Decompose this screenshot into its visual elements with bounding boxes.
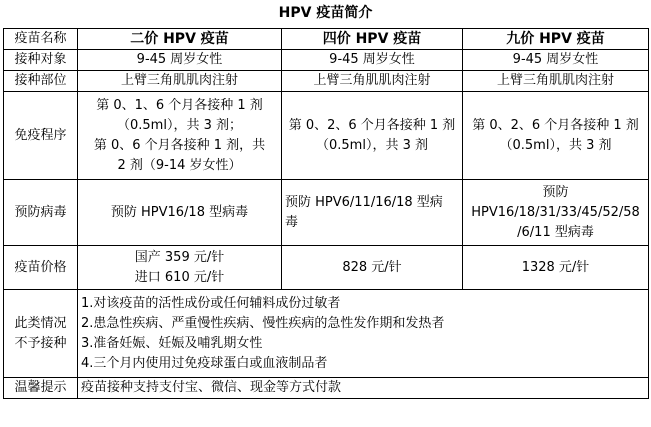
list-item: 2.患急性疾病、严重慢性疾病、慢性疾病的急性发作期和发热者 — [81, 315, 445, 331]
schedule-line: （0.5ml），共 3 剂； — [117, 117, 242, 133]
prevention-line: 预防 HPV16/18 型病毒 — [110, 204, 249, 220]
cell-target-nonavalent: 9-45 周岁女性 — [463, 50, 649, 71]
cell-site-bivalent: 上臂三角肌肌肉注射 — [78, 71, 282, 92]
schedule-line: 2 剂（9-14 岁女性） — [117, 157, 242, 173]
row-label-price: 疫苗价格 — [4, 246, 78, 290]
table-row-site — [4, 71, 649, 92]
col-header-quadrivalent: 四价 HPV 疫苗 — [282, 29, 463, 50]
schedule-line: 第 0、2、6 个月各接种 1 剂 — [472, 117, 639, 133]
prevention-line: 预防 HPV6/11/16/18 型病 — [285, 194, 443, 210]
row-label-contraindications — [4, 290, 78, 378]
table-row-price — [4, 246, 649, 290]
table-row-schedule — [4, 92, 649, 180]
cell-prevention-bivalent — [78, 180, 282, 246]
row-label-site: 接种部位 — [4, 71, 78, 92]
cell-schedule-nonavalent — [463, 92, 649, 180]
price-line: 进口 610 元/针 — [134, 269, 225, 285]
row-label-schedule: 免疫程序 — [4, 92, 78, 180]
cell-tip: 疫苗接种支持支付宝、微信、现金等方式付款 — [78, 378, 649, 399]
cell-site-quadrivalent: 上臂三角肌肌肉注射 — [282, 71, 463, 92]
cell-prevention-nonavalent — [463, 180, 649, 246]
cell-schedule-bivalent — [78, 92, 282, 180]
col-header-bivalent: 二价 HPV 疫苗 — [78, 29, 282, 50]
row-label-tip: 温馨提示 — [4, 378, 78, 399]
price-line: 828 元/针 — [342, 259, 402, 275]
list-item: 1.对该疫苗的活性成份或任何辅料成份过敏者 — [81, 295, 341, 311]
prevention-line: 毒 — [285, 214, 299, 230]
table-row-prevention — [4, 180, 649, 246]
table-row-header — [4, 29, 649, 50]
cell-price-bivalent — [78, 246, 282, 290]
cell-contraindications — [78, 290, 649, 378]
row-label-vaccine-name: 疫苗名称 — [4, 29, 78, 50]
schedule-line: 第 0、6 个月各接种 1 剂，共 — [93, 137, 266, 153]
schedule-line: （0.5ml），共 3 剂 — [316, 137, 428, 153]
row-label-target: 接种对象 — [4, 50, 78, 71]
row-label-prevention: 预防病毒 — [4, 180, 78, 246]
schedule-line: 第 0、1、6 个月各接种 1 剂 — [96, 97, 263, 113]
schedule-line: 第 0、2、6 个月各接种 1 剂 — [288, 117, 456, 133]
prevention-line: HPV16/18/31/33/45/52/58 — [471, 204, 640, 220]
prevention-line: 预防 — [542, 184, 569, 200]
page-title: HPV 疫苗简介 — [278, 5, 373, 21]
price-line: 国产 359 元/针 — [134, 249, 225, 265]
prevention-line: /6/11 型病毒 — [517, 224, 594, 240]
cell-prevention-quadrivalent — [282, 180, 463, 246]
table-row-contraindications — [4, 290, 649, 378]
schedule-line: （0.5ml），共 3 剂 — [499, 137, 612, 153]
col-header-nonavalent: 九价 HPV 疫苗 — [463, 29, 649, 50]
table-row-target — [4, 50, 649, 71]
price-line: 1328 元/针 — [521, 259, 590, 275]
cell-target-bivalent: 9-45 周岁女性 — [78, 50, 282, 71]
hpv-vaccine-table — [3, 28, 649, 399]
cell-site-nonavalent: 上臂三角肌肌肉注射 — [463, 71, 649, 92]
table-row-tip — [4, 378, 649, 399]
cell-schedule-quadrivalent — [282, 92, 463, 180]
cell-price-nonavalent — [463, 246, 649, 290]
cell-price-quadrivalent — [282, 246, 463, 290]
contra-label-line: 不予接种 — [14, 335, 67, 351]
list-item: 3.准备妊娠、妊娠及哺乳期女性 — [81, 335, 263, 351]
cell-target-quadrivalent: 9-45 周岁女性 — [282, 50, 463, 71]
list-item: 4.三个月内使用过免疫球蛋白或血液制品者 — [81, 355, 328, 371]
contra-label-line: 此类情况 — [14, 315, 67, 331]
